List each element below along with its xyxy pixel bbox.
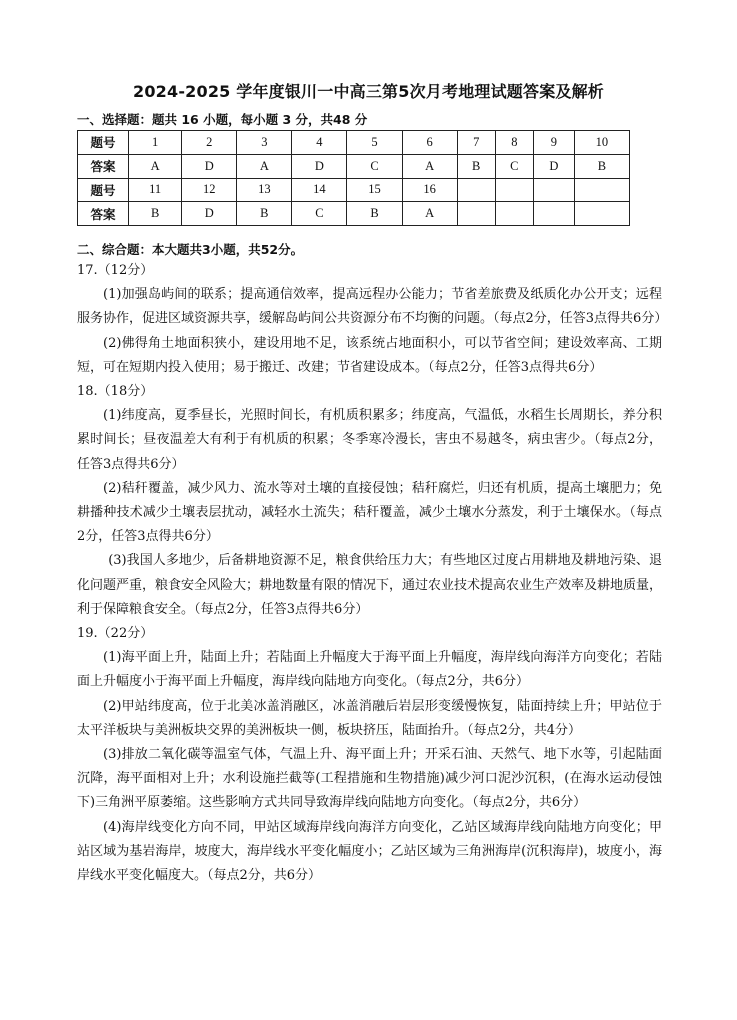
table-cell [495,178,533,202]
question-17-number: 17.（12分） [77,263,154,278]
section2-heading: 二、综合题：本大题共3小题，共52分。 [77,242,304,257]
table-row-answers-2 [78,202,630,226]
question-19-number: 19.（22分） [77,626,154,642]
table-cell: 1 [129,131,182,155]
table-cell: A [129,154,182,178]
row-label-answer: 答案 [78,154,129,178]
table-row-numbers-1 [78,131,630,155]
table-cell: D [533,154,574,178]
table-cell: 10 [574,131,629,155]
table-cell: 7 [457,131,495,155]
table-cell: B [237,202,292,226]
table-row-answers-1 [78,154,630,178]
question-18-number: 18.（18分） [77,384,154,400]
question-18-answer-2: (2)秸秆覆盖，减少风力、流水等对土壤的直接侵蚀；秸秆腐烂，归还有机质，提高土壤肥力；免耕播种技术减少土壤表层扰动，减轻水土流失；秸秆覆盖，减少土壤水分蒸发，利于土壤保水。（每点2分，任答3点得共6分） [77,480,662,545]
table-cell: 14 [292,178,347,202]
row-label-question: 题号 [78,178,129,202]
question-17-answer-2: (2)佛得角土地面积狭小，建设用地不足，该系统占地面积小，可以节省空间；建设效率高、工期短，可在短期内投入使用；易于搬迁、改建；节省建设成本。（每点2分，任答3点得共6分） [77,335,662,375]
table-row-numbers-2 [78,178,630,202]
table-cell: 15 [347,178,402,202]
row-label-answer: 答案 [78,202,129,226]
table-cell: 11 [129,178,182,202]
answer-table [77,130,630,226]
table-cell: C [495,154,533,178]
table-cell [495,202,533,226]
question-19-answer-4: (4)海岸线变化方向不同，甲站区域海岸线向海洋方向变化，乙站区域海岸线向陆地方向变化；甲站区域为基岩海岸，坡度大，海岸线水平变化幅度小；乙站区域为三角洲海岸(沉积海岸)，坡度小，海岸线水平变化幅度大。（每点2分，共6分） [77,819,662,884]
table-cell: C [292,202,347,226]
question-18-answer-1: (1)纬度高，夏季昼长，光照时间长，有机质积累多；纬度高，气温低，水稻生长周期长，养分积累时间长；昼夜温差大有利于有机质的积累；冬季寒冷漫长，害虫不易越冬，病虫害少。（每点2分，任答3点得共6分） [77,408,662,472]
table-cell: D [292,154,347,178]
table-cell: 2 [182,131,237,155]
section1-heading: 一、选择题：题共 16 小题，每小题 3 分，共48 分 [77,112,368,127]
table-cell [533,202,574,226]
table-cell: 5 [347,131,402,155]
table-cell: 6 [402,131,457,155]
table-cell: 3 [237,131,292,155]
table-cell: D [182,154,237,178]
table-cell: A [402,202,457,226]
page-title: 2024-2025 学年度银川一中高三第5次月考地理试题答案及解析 [132,82,604,101]
table-cell [574,202,629,226]
question-19-answer-1: (1)海平面上升，陆面上升；若陆面上升幅度大于海平面上升幅度，海岸线向海洋方向变化；若陆面上升幅度小于海平面上升幅度，海岸线向陆地方向变化。（每点2分，共6分） [77,650,662,690]
table-cell: B [347,202,402,226]
table-cell: A [402,154,457,178]
question-19-answer-3: (3)排放二氧化碳等温室气体，气温上升、海平面上升；开采石油、天然气、地下水等，引起陆面沉降，海平面相对上升；水利设施拦截等(工程措施和生物措施)减少河口泥沙沉积，(在海水运动侵蚀下)三角洲平原萎缩。这些影响方式共同导致海岸线向陆地方向变化。（每点2分，共6分） [77,747,662,811]
table-cell: 9 [533,131,574,155]
question-18-answer-3: (3)我国人多地少，后备耕地资源不足，粮食供给压力大；有些地区过度占用耕地及耕地污染、退化问题严重，粮食安全风险大；耕地数量有限的情况下，通过农业技术提高农业生产效率及耕地质量，利于保障粮食安全。（每点2分，任答3点得共6分） [77,553,663,617]
table-cell [457,202,495,226]
table-cell [533,178,574,202]
row-label-question: 题号 [78,131,129,155]
question-17-answer-1: (1)加强岛屿间的联系；提高通信效率，提高远程办公能力；节省差旅费及纸质化办公开支；远程服务协作，促进区域资源共享，缓解岛屿间公共资源分布不均衡的问题。（每点2分，任答3点得共6分） [77,287,668,327]
table-cell: A [237,154,292,178]
table-cell: 12 [182,178,237,202]
question-19-answer-2: (2)甲站纬度高，位于北美冰盖消融区，冰盖消融后岩层形变缓慢恢复，陆面持续上升；甲站位于太平洋板块与美洲板块交界的美洲板块一侧，板块挤压，陆面抬升。（每点2分，共4分） [77,698,662,738]
table-cell: 4 [292,131,347,155]
table-cell: B [574,154,629,178]
table-cell: C [347,154,402,178]
section2-body [77,259,668,888]
table-cell [574,178,629,202]
table-cell: 16 [402,178,457,202]
table-cell: B [457,154,495,178]
table-cell: B [129,202,182,226]
table-cell [457,178,495,202]
table-cell: D [182,202,237,226]
table-cell: 8 [495,131,533,155]
table-cell: 13 [237,178,292,202]
